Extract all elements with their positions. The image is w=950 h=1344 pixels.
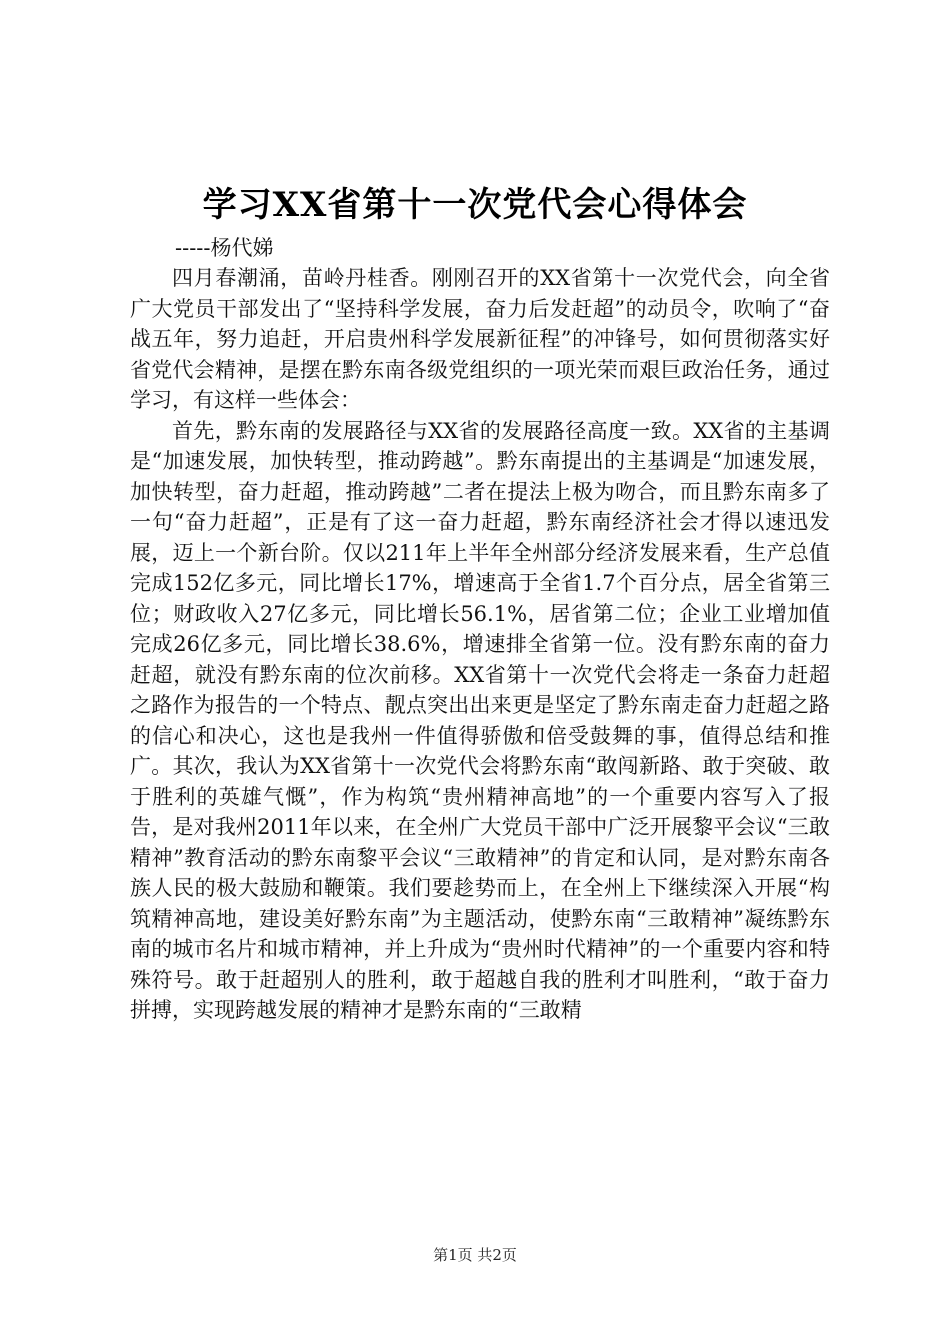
- paragraph: 首先，黔东南的发展路径与XX省的发展路径高度一致。XX省的主基调是“加速发展，加快转型，推动跨越”。黔东南提出的主基调是“加速发展，加快转型，奋力赶超，推动跨越”二者在提法上极为吻合，而且黔东南多了一句“奋力赶超”，正是有了这一奋力赶超，黔东南经济社会才得以速迅发展，迈上一个新台阶。仅以211年上半年全州部分经济发展来看，生产总值完成152亿多元，同比增长17%，增速高于全省1.7个百分点，居全省第三位；财政收入27亿多元，同比增长56.1%，居省第二位；企业工业增加值完成26亿多元，同比增长38.6%，增速排全省第一位。没有黔东南的奋力赶超，就没有黔东南的位次前移。XX省第十一次党代会将走一条奋力赶超之路作为报告的一个特点、靓点突出出来更是坚定了黔东南走奋力赶超之路的信心和决心，这也是我州一件值得骄傲和倍受鼓舞的事，值得总结和推广。其次，我认为XX省第十一次党代会将黔东南“敢闯新路、敢于突破、敢于胜利的英雄气慨”，作为构筑“贵州精神高地”的一个重要内容写入了报告，是对我州2011年以来，在全州广大党员干部中广泛开展黎平会议“三敢精神”教育活动的黔东南黎平会议“三敢精神”的肯定和认同，是对黔东南各族人民的极大鼓励和鞭策。我们要趁势而上，在全州上下继续深入开展“构筑精神高地，建设美好黔东南”为主题活动，使黔东南“三敢精神”凝练黔东南的城市名片和城市精神，并上升成为“贵州时代精神”的一个重要内容和特殊符号。敢于赶超别人的胜利，敢于超越自我的胜利才叫胜利，“敢于奋力拼搏，实现跨越发展的精神才是黔东南的“三敢精: [130, 418, 830, 1022]
- document-body: [130, 263, 830, 1026]
- author-line: -----杨代娣: [175, 236, 274, 260]
- page-number-footer: 第1页 共2页: [433, 1246, 517, 1264]
- document-title: 学习XX省第十一次党代会心得体会: [202, 185, 748, 225]
- paragraph: 四月春潮涌，苗岭丹桂香。刚刚召开的XX省第十一次党代会，向全省广大党员干部发出了“坚持科学发展，奋力后发赶超”的动员令，吹响了“奋战五年，努力追赶，开启贵州科学发展新征程”的冲锋号，如何贯彻落实好省党代会精神，是摆在黔东南各级党组织的一项光荣而艰巨政治任务，通过学习，有这样一些体会：: [130, 266, 830, 412]
